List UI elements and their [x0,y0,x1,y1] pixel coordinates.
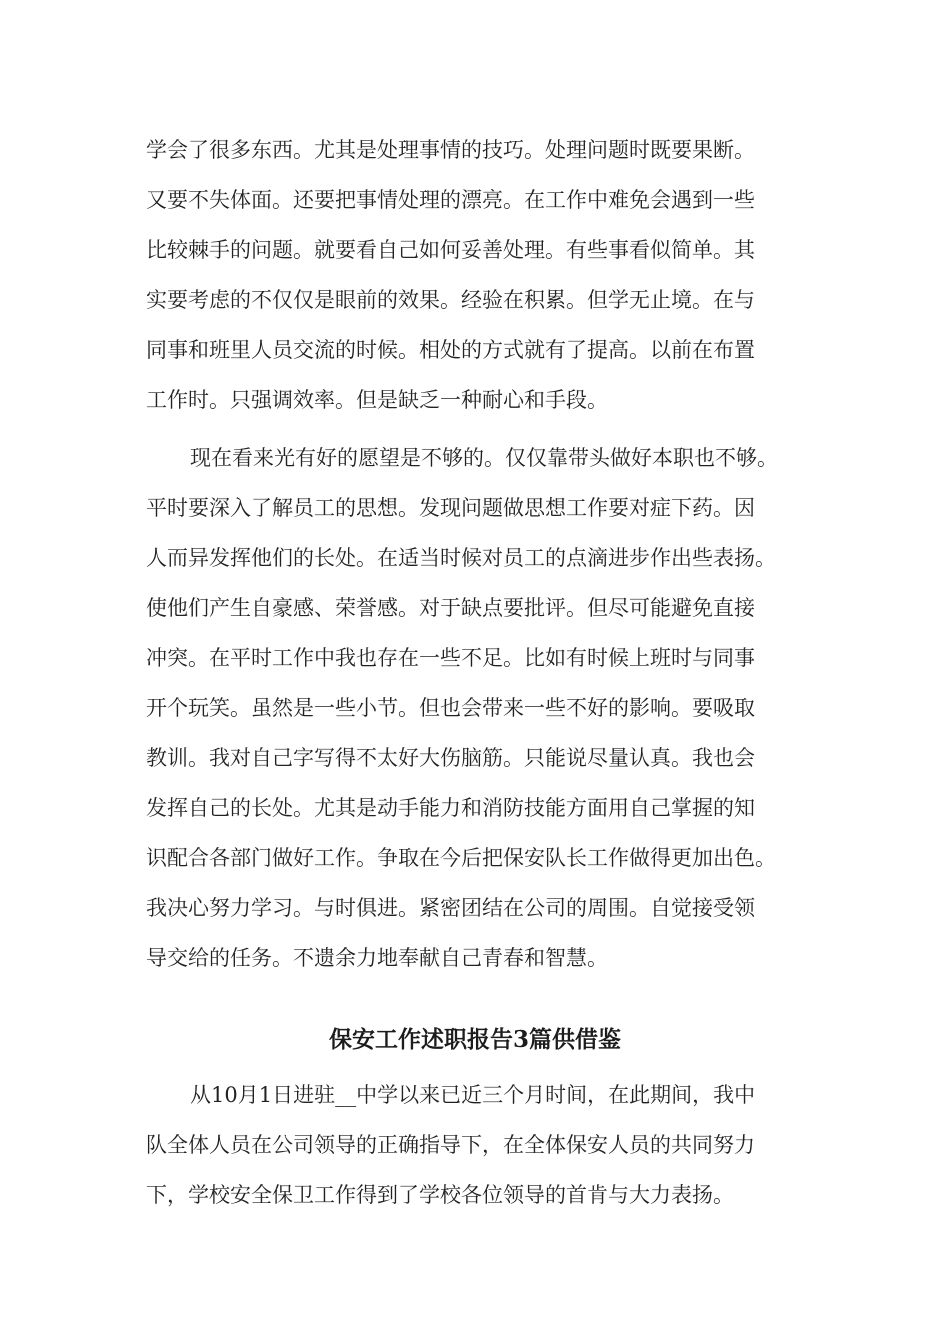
text-line: 冲突。在平时工作中我也存在一些不足。比如有时候上班时与同事 [146,646,755,670]
text-line: 平时要深入了解员工的思想。发现问题做思想工作要对症下药。因 [146,496,755,520]
paragraph-1 [146,125,826,425]
text-line: 从10月1日进驻__中学以来已近三个月时间，在此期间，我中 [190,1083,756,1107]
section-title: 保安工作述职报告3篇供借鉴 [328,1026,621,1053]
text-line: 识配合各部门做好工作。争取在今后把保安队长工作做得更加出色。 [146,846,776,870]
text-line: 工作时。只强调效率。但是缺乏一种耐心和手段。 [146,388,608,412]
text-line: 现在看来光有好的愿望是不够的。仅仅靠带头做好本职也不够。 [190,446,778,470]
text-line: 同事和班里人员交流的时候。相处的方式就有了提高。以前在布置 [146,338,755,362]
text-line: 又要不失体面。还要把事情处理的漂亮。在工作中难免会遇到一些 [146,188,755,212]
text-line: 发挥自己的长处。尤其是动手能力和消防技能方面用自己掌握的知 [146,796,755,820]
text-line: 使他们产生自豪感、荣誉感。对于缺点要批评。但尽可能避免直接 [146,596,755,620]
text-line: 实要考虑的不仅仅是眼前的效果。经验在积累。但学无止境。在与 [146,288,755,312]
paragraph-2 [146,433,826,983]
paragraph-3 [146,1070,826,1220]
text-line: 我决心努力学习。与时俱进。紧密团结在公司的周围。自觉接受领 [146,896,755,920]
text-line: 导交给的任务。不遗余力地奉献自己青春和智慧。 [146,946,608,970]
text-line: 开个玩笑。虽然是一些小节。但也会带来一些不好的影响。要吸取 [146,696,755,720]
text-line: 教训。我对自己字写得不太好大伤脑筋。只能说尽量认真。我也会 [146,746,755,770]
text-line: 学会了很多东西。尤其是处理事情的技巧。处理问题时既要果断。 [146,138,755,162]
text-line: 比较棘手的问题。就要看自己如何妥善处理。有些事看似简单。其 [146,238,755,262]
text-line: 队全体人员在公司领导的正确指导下，在全体保安人员的共同努力 [146,1133,755,1157]
text-line: 人而异发挥他们的长处。在适当时候对员工的点滴进步作出些表扬。 [146,546,776,570]
text-line: 下，学校安全保卫工作得到了学校各位领导的首肯与大力表扬。 [146,1183,734,1207]
